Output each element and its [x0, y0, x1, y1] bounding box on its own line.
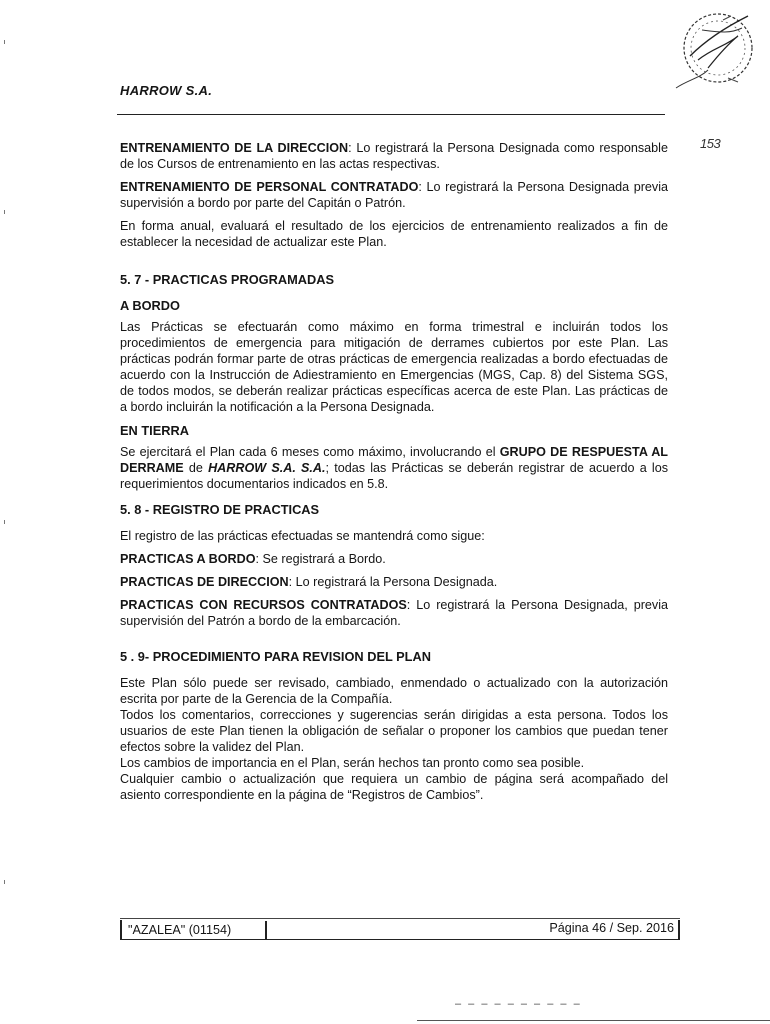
footer-vessel: "AZALEA" (01154): [128, 923, 232, 937]
paragraph-revision-4: Cualquier cambio o actualización que requiera un cambio de página será acompañado del asiento correspondiente en la página de “Registros de Cambios”.: [120, 772, 668, 802]
text-practicas-direccion: : Lo registrará la Persona Designada.: [288, 575, 498, 589]
paragraph-revision-3: Los cambios de importancia en el Plan, serán hechos tan pronto como sea posible.: [120, 756, 585, 770]
text-training-direction: : Lo registrará la Persona Designada como responsable de los Cursos de entrenamiento en las actas respectivas.: [120, 141, 668, 171]
edge-mark: [4, 210, 5, 214]
footer-rule: [120, 918, 680, 919]
section-5-9-heading: 5 . 9- PROCEDIMIENTO PARA REVISION DEL PLAN: [120, 649, 431, 664]
text-response-group: GRUPO DE RESPUESTA AL DERRAME: [120, 445, 668, 475]
paragraph-revision-2: Todos los comentarios, correcciones y sugerencias serán dirigidas a esta persona. Todos los usuarios de este Plan tienen la obligación de señalar o proponer los cambios que puedan tener efectos sobre la validez del Plan.: [120, 708, 668, 754]
paragraph-a-bordo: Las Prácticas se efectuarán como máximo en forma trimestral e incluirán todos los procedimientos de emergencia para mitigación de derrames cubiertos por este Plan. Las prácticas podrán formar parte de otras prácticas de emergencia realizadas a bordo efectuadas de acuerdo con la Instrucción de Adiestramiento en Emergencias (MGS, Cap. 8) del Sistema SGS, de todos modos, se deberán realizar prácticas específicas acerca de este Plan. Las prácticas de a bordo incluirán la notificación a la Persona Designada.: [120, 320, 668, 414]
label-practicas-direccion: PRACTICAS DE DIRECCION: [120, 575, 289, 589]
paragraph-annual-evaluation: En forma anual, evaluará el resultado de los ejercicios de entrenamiento realizados a fin de establecer la necesidad de actualizar este Plan.: [120, 219, 668, 249]
edge-mark: [4, 880, 5, 884]
paragraph-registro-contratados: [120, 597, 668, 629]
handwritten-page-number: 153: [700, 136, 721, 151]
text-en-tierra-c: de: [183, 461, 209, 475]
paragraph-registro-bordo: [120, 551, 668, 567]
paragraph-en-tierra: [120, 444, 668, 492]
paragraph-registro-direccion: [120, 574, 668, 590]
footer-separator: [265, 921, 267, 939]
text-training-contracted: : Lo registrará la Persona Designada previa supervisión a bordo por parte del Capitán o Patrón.: [120, 180, 669, 210]
label-training-direction: ENTRENAMIENTO DE LA DIRECCION: [120, 141, 349, 155]
bottom-scan-rule: [417, 1020, 770, 1021]
subheading-a-bordo: A BORDO: [120, 298, 180, 313]
section-5-8-heading: 5. 8 - REGISTRO DE PRACTICAS: [120, 502, 320, 517]
company-header: HARROW S.A.: [120, 83, 213, 98]
main-content: [120, 140, 668, 803]
paragraph-registro-intro: El registro de las prácticas efectuadas se mantendrá como sigue:: [120, 529, 485, 543]
subheading-en-tierra: EN TIERRA: [120, 423, 189, 438]
text-practicas-bordo: : Se registrará a Bordo.: [255, 552, 386, 566]
edge-mark: [4, 40, 5, 44]
stamp-signature-seal: [668, 8, 760, 96]
paragraph-training-contracted: [120, 179, 668, 211]
label-practicas-bordo: PRACTICAS A BORDO: [120, 552, 256, 566]
text-company-ref: HARROW S.A. S.A.: [208, 461, 326, 475]
text-en-tierra-a: Se ejercitará el Plan cada 6 meses como máximo, involucrando el: [120, 445, 500, 459]
text-practicas-contratados: : Lo registrará la Persona Designada, previa supervisión del Patrón a bordo de la embarcación.: [120, 598, 668, 628]
section-5-7-heading: 5. 7 - PRACTICAS PROGRAMADAS: [120, 272, 335, 287]
text-en-tierra-e: ; todas las Prácticas se deberán registrar de acuerdo a los requerimientos documentarios indicados en 5.8.: [120, 461, 669, 491]
edge-mark: [4, 520, 5, 524]
label-training-contracted: ENTRENAMIENTO DE PERSONAL CONTRATADO: [120, 180, 419, 194]
paragraph-training-direction: [120, 140, 668, 172]
label-practicas-contratados: PRACTICAS CON RECURSOS CONTRATADOS: [120, 598, 407, 612]
scan-artifact-dashes: – – – – – – – – – –: [455, 998, 582, 1010]
paragraph-revision-1: Este Plan sólo puede ser revisado, cambiado, enmendado o actualizado con la autorización escrita por parte de la Gerencia de la Compañía.: [120, 676, 668, 706]
header-rule: [117, 114, 665, 115]
footer-page-date: Página 46 / Sep. 2016: [549, 921, 674, 935]
